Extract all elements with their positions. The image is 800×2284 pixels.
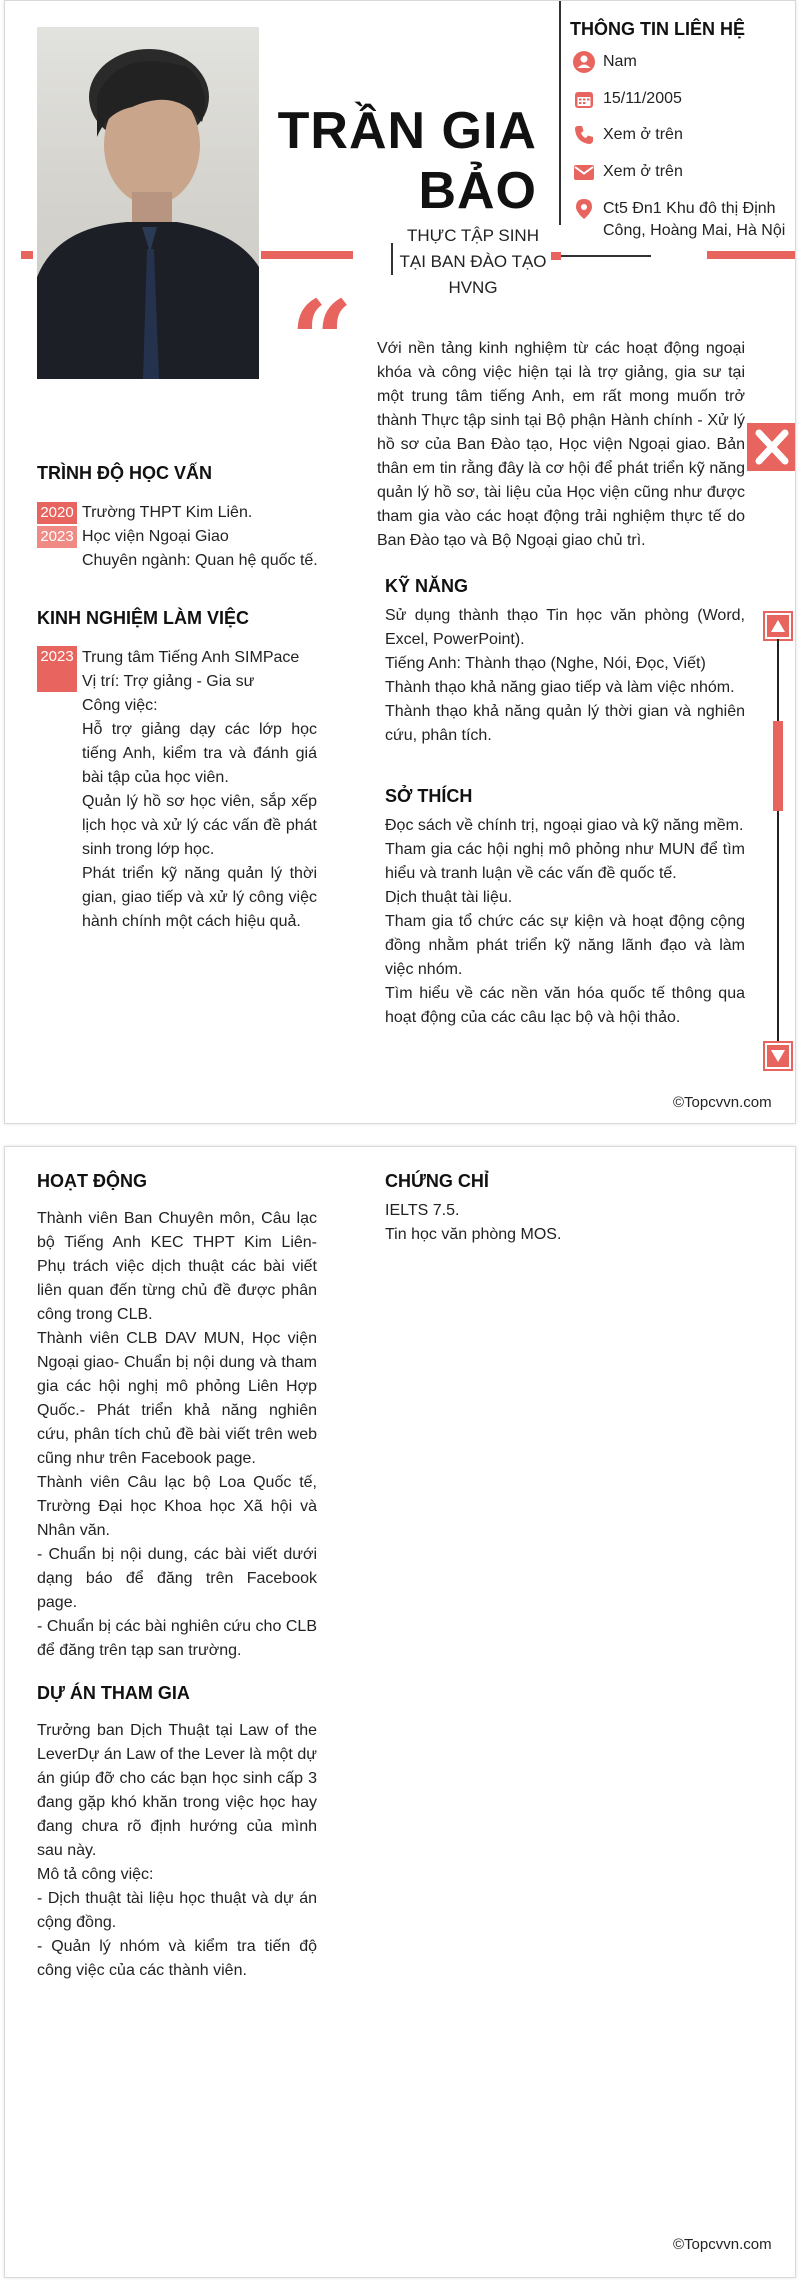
divider-line xyxy=(561,255,651,257)
scroll-up-button[interactable] xyxy=(763,611,793,641)
contact-birthday xyxy=(573,88,796,110)
name-line-2: BẢO xyxy=(418,162,537,220)
scroll-down-button[interactable] xyxy=(763,1041,793,1071)
activity-item: Thành viên CLB DAV MUN, Học viện Ngoại giao- Chuẩn bị nội dung và tham gia các hội nghị mô phỏng Liên Hợp Quốc.- Phát triển khả năng nghiên cứu, phân tích chủ đề bài viết trên web cũng như trên Facebook page. xyxy=(37,1330,317,1467)
cv-page-2 xyxy=(4,1146,796,2278)
summary-text: Với nền tảng kinh nghiệm từ các hoạt động ngoại khóa và công việc hiện tại là trợ giảng, gia sư tại một trung tâm tiếng Anh, em rất mong muốn trở thành Thực tập sinh tại Bộ phận Hành chính - Xử lý hồ sơ của Ban Đào tạo, Học viện Ngoại giao. Bản thân em tin rằng đây là cơ hội để phát triển kỹ năng quản lý hồ sơ, tài liệu của Học viện cũng như được tham gia vào các hoạt động trải nghiệm thực tế do Ban Đào tạo và Bộ Ngoại giao chủ trì. xyxy=(377,340,745,549)
education-year: 2020 xyxy=(37,502,77,524)
hobby-item: Tham gia các hội nghị mô phỏng như MUN để tìm hiểu và tranh luận về các vấn đề quốc tế. xyxy=(385,841,745,882)
contact-address xyxy=(573,198,796,242)
job-line-2: TẠI BAN ĐÀO TẠO xyxy=(399,252,547,271)
experience-year: 2023 xyxy=(37,646,77,692)
job-line-3: HVNG xyxy=(448,278,498,297)
experience-task: Phát triển kỹ năng quản lý thời gian, giao tiếp và xử lý công việc hành chính một cách hiệu quả. xyxy=(82,865,317,930)
birthday-value: 15/11/2005 xyxy=(603,90,682,107)
phone-icon xyxy=(573,124,595,146)
experience-task: Hỗ trợ giảng dạy các lớp học tiếng Anh, kiểm tra và đánh giá bài tập của học viên. xyxy=(82,721,317,786)
job-title xyxy=(383,223,563,301)
skills-title: KỸ NĂNG xyxy=(385,576,469,596)
activity-item: - Chuẩn bị nội dung, các bài viết dưới dạng báo để đăng trên Facebook page. xyxy=(37,1546,317,1611)
experience-entry xyxy=(37,646,317,934)
experience-title: KINH NGHIỆM LÀM VIỆC xyxy=(37,608,250,628)
person-icon xyxy=(573,51,595,73)
certificate-item: Tin học văn phòng MOS. xyxy=(385,1226,562,1243)
candidate-name xyxy=(275,101,537,221)
footer-watermark: ©Topcvvn.com xyxy=(673,2236,772,2253)
skill-item: Tiếng Anh: Thành thạo (Nghe, Nói, Đọc, Viết) xyxy=(385,655,706,672)
experience-task: Quản lý hồ sơ học viên, sắp xếp lịch học và xử lý các vấn đề phát sinh trong lớp học. xyxy=(82,793,317,858)
close-icon[interactable] xyxy=(747,423,796,471)
skill-item: Sử dụng thành thạo Tin học văn phòng (Word, Excel, PowerPoint). xyxy=(385,607,745,648)
projects-title: DỰ ÁN THAM GIA xyxy=(37,1683,190,1703)
close-button[interactable] xyxy=(747,423,796,471)
contact-email xyxy=(573,161,796,183)
left-accent-bar xyxy=(21,251,33,259)
contact-gender xyxy=(573,51,796,73)
arrow-down-icon[interactable] xyxy=(763,1041,793,1071)
scrollbar-track[interactable] xyxy=(777,639,779,1041)
phone-value: Xem ở trên xyxy=(603,126,683,143)
calendar-icon xyxy=(573,88,595,110)
contact-phone xyxy=(573,124,796,146)
experience-tasks-label: Công việc: xyxy=(82,697,158,714)
hobby-item: Dịch thuật tài liệu. xyxy=(385,889,513,906)
projects-list xyxy=(37,1719,317,1983)
mid-accent-bar xyxy=(261,251,353,259)
education-major: Chuyên ngành: Quan hệ quốc tế. xyxy=(82,552,318,569)
education-item xyxy=(37,525,357,549)
skills-list xyxy=(385,604,745,748)
certificates-title: CHỨNG CHỈ xyxy=(385,1171,489,1191)
hobby-item: Tham gia tổ chức các sự kiện và hoạt động cộng đồng nhằm phát triển kỹ năng lãnh đạo và làm việc nhóm. xyxy=(385,913,745,978)
hobbies-title: SỞ THÍCH xyxy=(385,786,473,806)
education-school: Học viện Ngoại Giao xyxy=(82,528,229,545)
education-list xyxy=(37,501,357,573)
contact-title: THÔNG TIN LIÊN HỆ xyxy=(570,19,745,39)
vertical-divider xyxy=(559,1,561,225)
experience-company: Trung tâm Tiếng Anh SIMPace xyxy=(82,649,300,666)
project-item: Mô tả công việc: xyxy=(37,1866,154,1883)
project-item: Trưởng ban Dịch Thuật tại Law of the LeverDự án Law of the Lever là một dự án giúp đỡ cho các bạn học sinh cấp 3 đang gặp khó khăn trong việc học hay đang chưa rõ định hướng của mình sau này. xyxy=(37,1722,317,1859)
certificates-list xyxy=(385,1199,745,1247)
cv-page-1 xyxy=(4,0,796,1124)
certificate-item: IELTS 7.5. xyxy=(385,1202,460,1219)
education-item xyxy=(37,501,357,525)
right-accent-bar xyxy=(707,251,796,259)
project-item: - Dịch thuật tài liệu học thuật và dự án cộng đồng. xyxy=(37,1890,317,1931)
hobby-item: Đọc sách về chính trị, ngoại giao và kỹ năng mềm. xyxy=(385,817,744,834)
location-icon xyxy=(573,198,595,220)
gender-value: Nam xyxy=(603,53,637,70)
skill-item: Thành thạo khả năng giao tiếp và làm việc nhóm. xyxy=(385,679,735,696)
project-item: - Quản lý nhóm và kiểm tra tiến độ công việc của các thành viên. xyxy=(37,1938,317,1979)
job-line-1: THỰC TẬP SINH xyxy=(407,226,539,245)
education-title: TRÌNH ĐỘ HỌC VẤN xyxy=(37,463,212,483)
email-value: Xem ở trên xyxy=(603,163,683,180)
education-school: Trường THPT Kim Liên. xyxy=(82,504,253,521)
arrow-up-icon[interactable] xyxy=(763,611,793,641)
education-year: 2023 xyxy=(37,526,77,548)
scrollbar-thumb[interactable] xyxy=(773,721,783,811)
hobbies-list xyxy=(385,814,745,1030)
experience-position: Vị trí: Trợ giảng - Gia sư xyxy=(82,673,255,690)
activities-list xyxy=(37,1207,317,1663)
name-line-1: TRẦN GIA xyxy=(277,102,537,160)
activity-item: - Chuẩn bị các bài nghiên cứu cho CLB để đăng trên tạp san trường. xyxy=(37,1618,317,1659)
activity-item: Thành viên Câu lạc bộ Loa Quốc tế, Trường Đại học Khoa học Xã hội và Nhân văn. xyxy=(37,1474,317,1539)
mail-icon xyxy=(573,161,595,183)
footer-watermark: ©Topcvvn.com xyxy=(673,1094,772,1111)
skill-item: Thành thạo khả năng quản lý thời gian và nghiên cứu, phân tích. xyxy=(385,703,745,744)
activity-item: Thành viên Ban Chuyên môn, Câu lạc bộ Tiếng Anh KEC THPT Kim Liên- Phụ trách việc dịch thuật các bài viết liên quan đến từng chủ đề được phân công trong CLB. xyxy=(37,1210,317,1323)
quote-icon: “ xyxy=(290,276,354,405)
hobby-item: Tìm hiểu về các nền văn hóa quốc tế thông qua hoạt động của các câu lạc bộ và hội thảo. xyxy=(385,985,745,1026)
address-value: Ct5 Đn1 Khu đô thị Định Công, Hoàng Mai, Hà Nội xyxy=(603,200,786,239)
profile-photo xyxy=(37,27,259,379)
activities-title: HOẠT ĐỘNG xyxy=(37,1171,147,1191)
